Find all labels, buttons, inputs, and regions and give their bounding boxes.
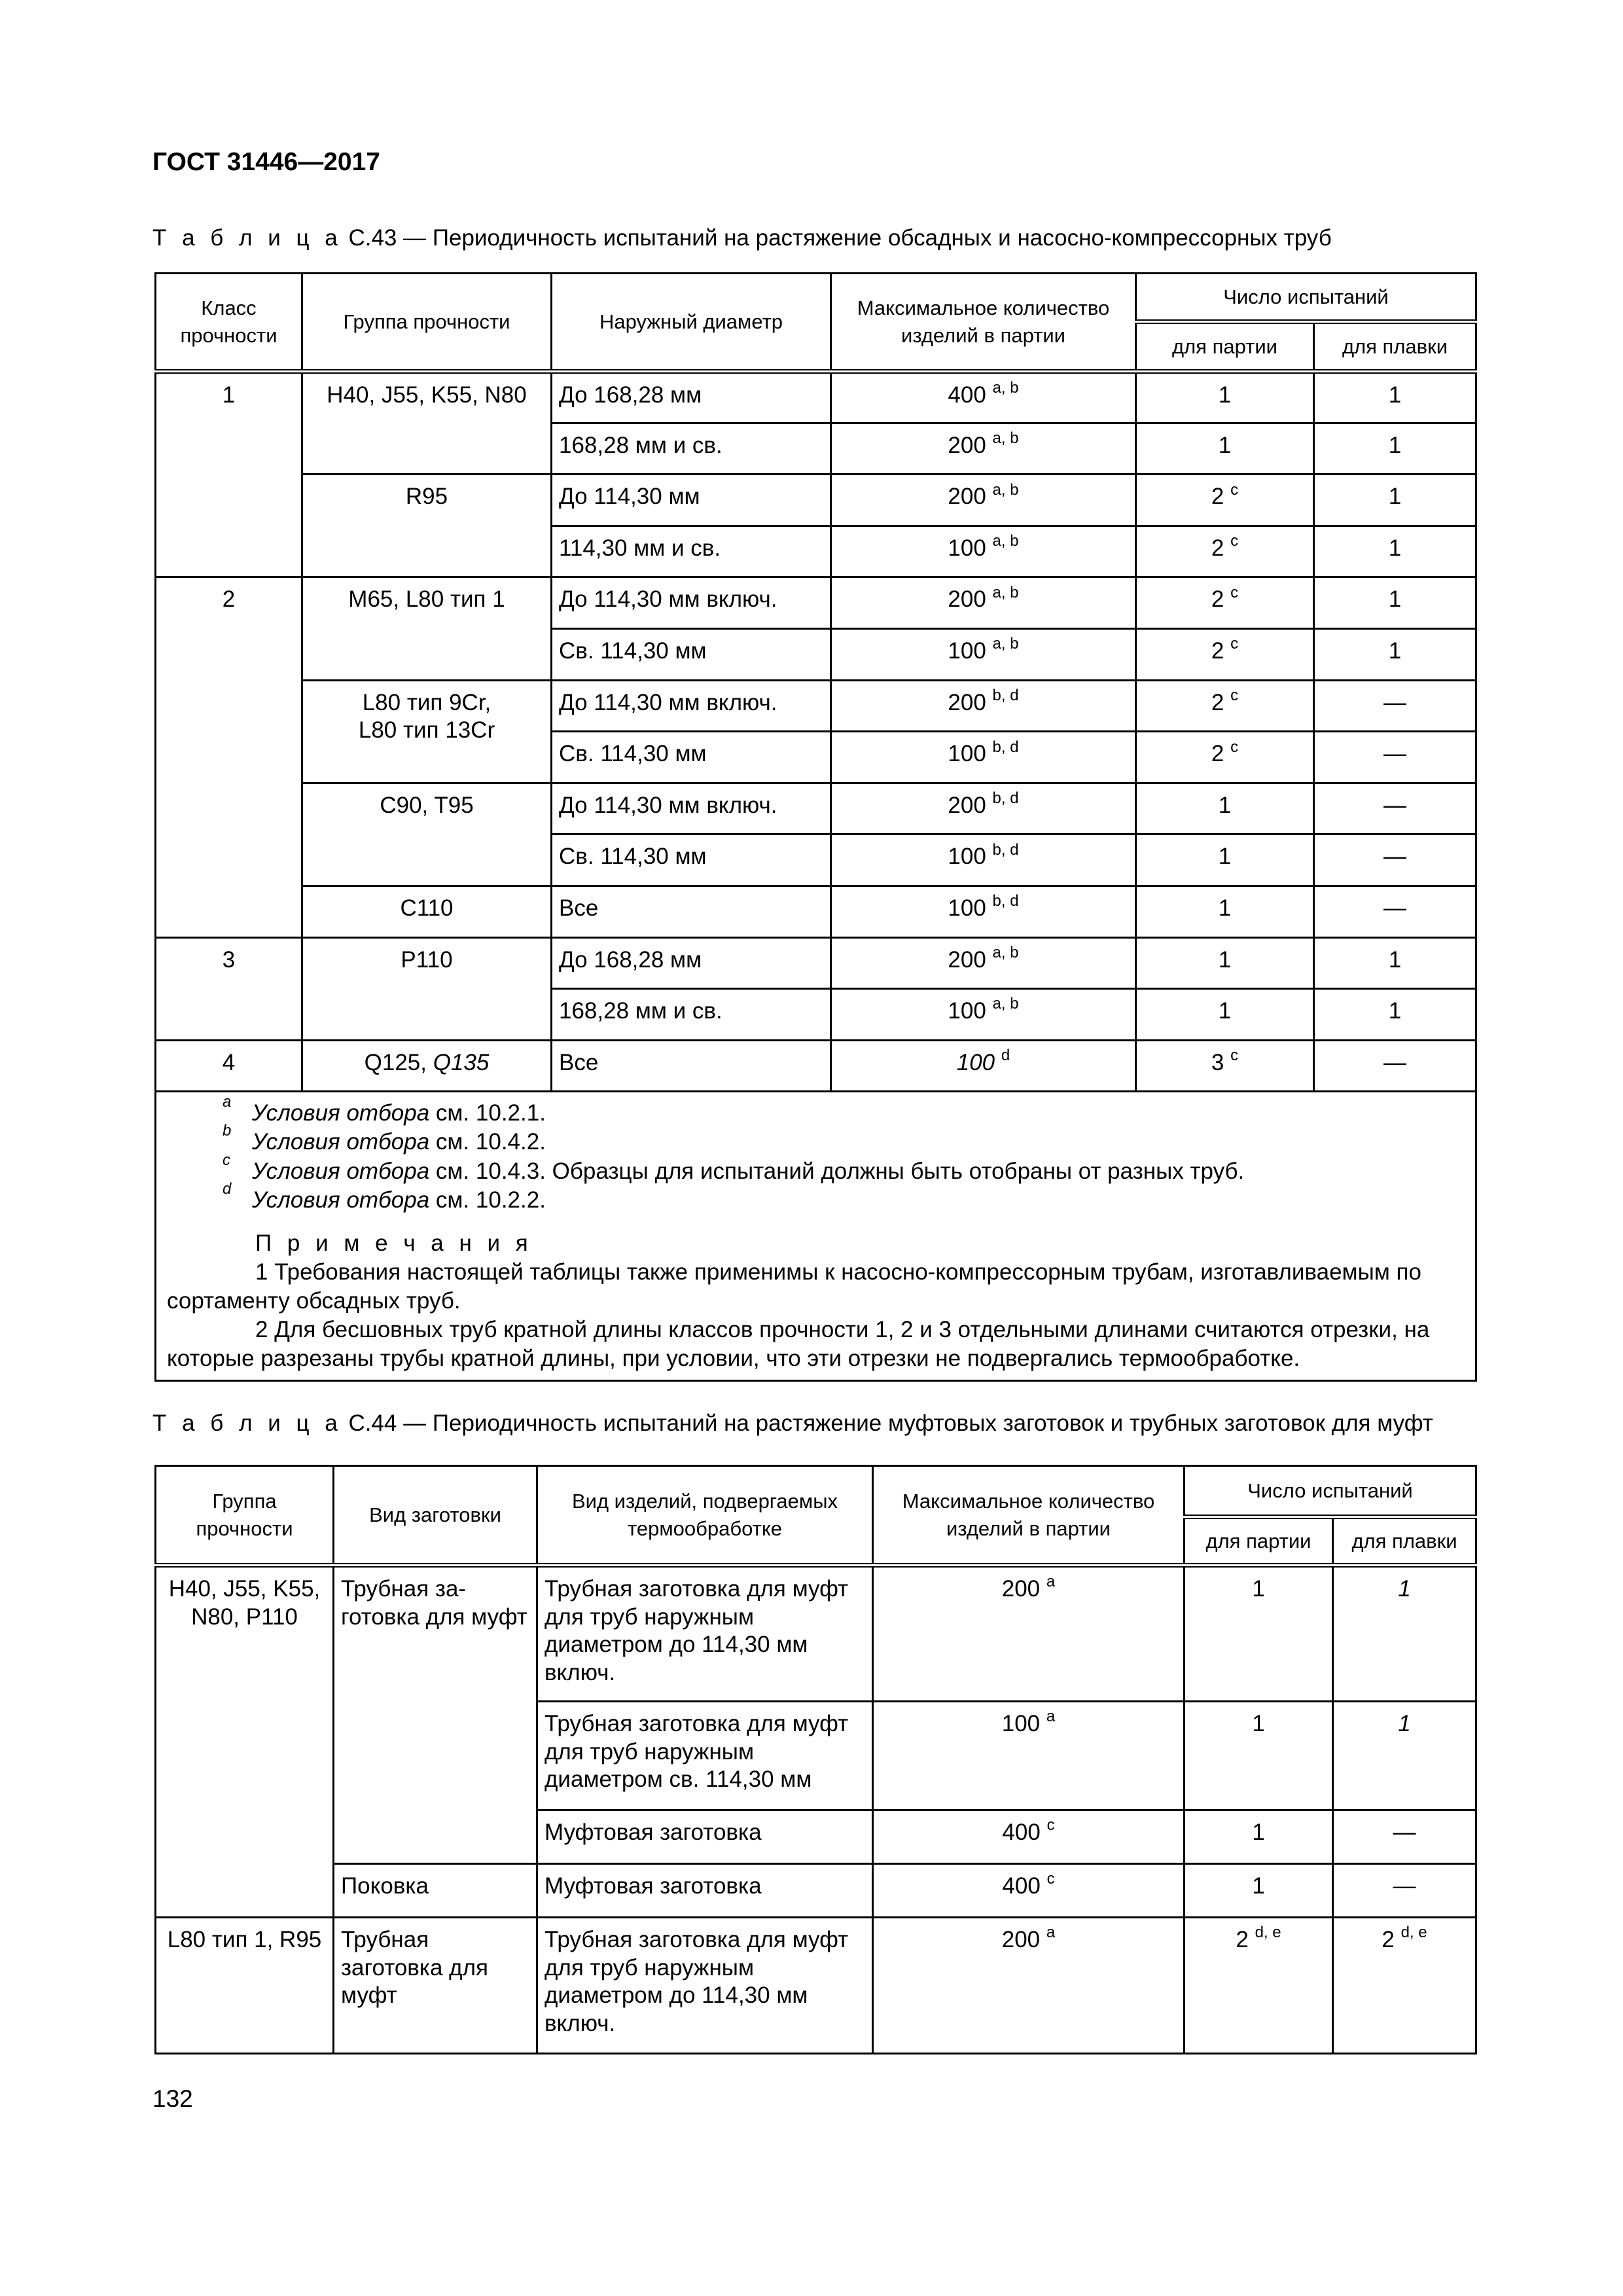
document-header: ГОСТ 31446—2017 [152, 148, 380, 176]
cell-text: 1 [1252, 1820, 1265, 1845]
cell-text: 2 [1211, 535, 1224, 561]
table-cell [552, 989, 831, 1041]
table-cell [334, 1864, 537, 1918]
table-row [156, 1864, 1476, 1918]
table-cell [873, 1810, 1185, 1864]
cell-text: Трубная заготовка для муфт для труб наружным диаметром св. 114,30 мм [544, 1711, 849, 1793]
table-cell [1333, 1810, 1476, 1864]
footnote-ref: a, b [992, 429, 1019, 447]
table-cell [1333, 1566, 1476, 1702]
footnote-ref: a, b [992, 995, 1019, 1013]
table-row [156, 680, 1476, 732]
footnote-text: см. 10.2.1. [429, 1100, 546, 1126]
table-row [156, 886, 1476, 937]
cell-text: 100 [956, 1049, 995, 1075]
table-cell [873, 1566, 1185, 1702]
table-cell [873, 1702, 1185, 1810]
cell-text: 1 [1218, 844, 1232, 870]
footnote-ref: c [1230, 583, 1239, 601]
cell-text: До 114,30 мм включ. [559, 689, 777, 715]
cell-text: 1 [1388, 998, 1402, 1024]
table-cell [156, 1918, 334, 2054]
table-cell [831, 989, 1136, 1041]
table-cell [831, 834, 1136, 886]
footnote-term: Условия отбора [252, 1100, 430, 1126]
cell-text: 400 [1002, 1820, 1041, 1845]
cell-text: — [1383, 844, 1406, 870]
notes-title: П р и м е ч а н и я [255, 1230, 533, 1256]
cell-text: 2 [1211, 689, 1224, 715]
cell-text: 1 [1398, 1711, 1411, 1736]
table-cell [156, 577, 302, 937]
table-cell [1136, 475, 1314, 526]
table-c44-caption [152, 1410, 1433, 1437]
col-header: Класс прочности [156, 274, 302, 372]
table-c43-caption [152, 225, 1332, 251]
cell-text: C90, T95 [380, 792, 474, 818]
table-cell [156, 1566, 334, 1918]
table-cell [1314, 680, 1476, 732]
table-cell [831, 783, 1136, 834]
footnote-text: см. 10.2.2. [429, 1187, 546, 1213]
cell-text: 2 [1211, 741, 1224, 767]
table-cell [302, 680, 552, 783]
table-cell [537, 1864, 873, 1918]
table-c43 [154, 272, 1477, 1382]
table-cell [1136, 577, 1314, 629]
cell-text: 1 [1388, 432, 1402, 458]
table-cell [302, 372, 552, 475]
table-cell [1314, 423, 1476, 475]
footnote-text: см. 10.4.3. Образцы для испытаний должны быть отобраны от разных труб. [429, 1158, 1245, 1184]
cell-text: 400 [948, 382, 986, 408]
caption-label: Т а б л и ц а [152, 1410, 342, 1436]
cell-text: 1 [1252, 1576, 1265, 1602]
cell-text: До 168,28 мм [559, 382, 702, 408]
cell-text: 114,30 мм и св. [559, 535, 721, 561]
col-header: Вид изделий, подвергаемых термообработке [537, 1466, 873, 1566]
col-header: для плавки [1314, 322, 1476, 372]
cell-text: 1 [1388, 586, 1402, 613]
cell-text: — [1383, 895, 1406, 921]
cell-text: 1 [1398, 1576, 1411, 1602]
table-cell [552, 834, 831, 886]
footnote-ref: a, b [992, 943, 1019, 961]
table-cell [156, 937, 302, 1040]
cell-text: — [1383, 1049, 1406, 1075]
cell-text: 3 [222, 946, 236, 973]
table-cell [537, 1566, 873, 1702]
cell-text: 168,28 мм и св. [559, 998, 722, 1024]
footnote-ref: b, d [992, 686, 1019, 704]
cell-text: — [1383, 689, 1406, 715]
page-number: 132 [152, 2085, 193, 2112]
table-cell [1314, 834, 1476, 886]
col-header: Число испытаний [1136, 274, 1476, 322]
cell-text: L80 тип 9Cr, [362, 689, 491, 715]
cell-text: 100 [948, 637, 986, 664]
table-cell [1314, 732, 1476, 783]
cell-text: До 168,28 мм [559, 946, 702, 973]
footnote-term: Условия отбора [252, 1158, 430, 1184]
table-row [156, 1918, 1476, 2054]
cell-text: Муфтовая заготовка [544, 1820, 762, 1845]
note: 1 Требования настоящей таблицы также применимы к насосно-компрессорным трубам, изготавливаемым по сортаменту обсадных труб. [167, 1259, 1421, 1314]
cell-text: Поковка [341, 1873, 429, 1899]
table-cell [873, 1864, 1185, 1918]
table-cell [552, 577, 831, 629]
cell-text: — [1383, 792, 1406, 818]
cell-text: 1 [1218, 946, 1232, 973]
footnote-ref: b, d [992, 789, 1019, 808]
table-cell [552, 1040, 831, 1092]
col-header: для плавки [1333, 1517, 1476, 1566]
cell-text: H40, J55, K55, N80 [327, 382, 527, 408]
footnote: b Условия отбора см. 10.4.2. [223, 1122, 546, 1155]
table-cell [334, 1918, 537, 2054]
cell-text: Св. 114,30 мм [559, 741, 707, 767]
cell-text: P110 [401, 946, 453, 973]
table-row [156, 1040, 1476, 1092]
cell-text: 2 [222, 586, 236, 613]
table-cell [831, 526, 1136, 577]
footnote-ref: a, b [992, 379, 1019, 397]
table-cell [1136, 937, 1314, 989]
table-cell [831, 1040, 1136, 1092]
cell-text: Муфтовая заготовка [544, 1873, 762, 1899]
table-cell [831, 475, 1136, 526]
table-cell [552, 783, 831, 834]
cell-text: 100 [948, 535, 986, 561]
cell-text: Св. 114,30 мм [559, 637, 707, 664]
table-cell [873, 1918, 1185, 2054]
cell-text: 2 [1236, 1927, 1249, 1952]
table-cell [1185, 1918, 1333, 2054]
table-cell [831, 628, 1136, 680]
table-cell [302, 475, 552, 577]
cell-text: 1 [1388, 946, 1402, 973]
footnote: c Условия отбора см. 10.4.3. Образцы для испытаний должны быть отобраны от разных труб. [223, 1151, 1245, 1184]
table-cell [1185, 1702, 1333, 1810]
footnote-ref: d, e [1400, 1924, 1427, 1942]
table-cell [1136, 732, 1314, 783]
table-cell [1314, 475, 1476, 526]
footnote: d Условия отбора см. 10.2.2. [223, 1179, 546, 1213]
footnote-ref: d [1001, 1047, 1010, 1065]
caption-text: С.44 — Периодичность испытаний на растяжение муфтовых заготовок и трубных заготовок для муфт [348, 1410, 1433, 1436]
footnote-ref: c [1230, 686, 1239, 704]
table-cell [1136, 423, 1314, 475]
cell-text: До 114,30 мм включ. [559, 586, 777, 613]
footnote-ref: a, b [992, 583, 1019, 601]
cell-text: R95 [405, 484, 448, 510]
cell-text: До 114,30 мм включ. [559, 792, 777, 818]
cell-text: 100 [948, 895, 986, 921]
col-header: Наружный диаметр [552, 274, 831, 372]
table-cell [1185, 1566, 1333, 1702]
table-cell [1136, 834, 1314, 886]
cell-text: 1 [1252, 1711, 1265, 1736]
caption-label: Т а б л и ц а [152, 225, 342, 251]
table-cell [1185, 1864, 1333, 1918]
col-header: Максимальное количество изделий в партии [831, 274, 1136, 372]
cell-text: L80 тип 1, R95 [167, 1927, 322, 1952]
footnote-ref: d, e [1255, 1924, 1281, 1942]
table-cell [1333, 1918, 1476, 2054]
footnote-ref: a [1046, 1573, 1056, 1591]
table-cell [1136, 680, 1314, 732]
table-cell [1136, 989, 1314, 1041]
table-cell [831, 937, 1136, 989]
footnote-ref: b, d [992, 892, 1019, 910]
footnote-term: Условия отбора [252, 1187, 430, 1213]
cell-text: 200 [948, 792, 986, 818]
note: 2 Для бесшовных труб кратной длины классов прочности 1, 2 и 3 отдельными длинами считаются отрезки, на которые разрезаны трубы кратной длины, при условии, что эти отрезки не подвергались термообработке. [167, 1316, 1430, 1372]
table-cell [302, 886, 552, 937]
col-header: для партии [1136, 322, 1314, 372]
table-cell [334, 1566, 537, 1864]
cell-text: Q125, [364, 1049, 427, 1075]
table-row [156, 937, 1476, 989]
cell-text: 1 [1218, 998, 1232, 1024]
cell-text: 400 [1002, 1873, 1041, 1899]
cell-text: 100 [1001, 1711, 1041, 1736]
cell-text: 1 [222, 382, 236, 408]
cell-text: 200 [948, 586, 986, 613]
cell-text: 100 [948, 741, 986, 767]
footnote-ref: c [1046, 1816, 1055, 1835]
cell-text: 200 [1001, 1576, 1041, 1602]
footnote-ref: c [1230, 1047, 1239, 1065]
table-cell [537, 1918, 873, 2054]
table-cell [1314, 783, 1476, 834]
table-cell [831, 577, 1136, 629]
col-header: Число испытаний [1185, 1466, 1476, 1517]
col-header: Максимальное количество изделий в партии [873, 1466, 1185, 1566]
table-cell [1136, 526, 1314, 577]
table-c44 [154, 1465, 1477, 2054]
footnote: a Условия отбора см. 10.2.1. [223, 1093, 546, 1126]
cell-text: M65, L80 тип 1 [348, 586, 505, 613]
table-cell [552, 526, 831, 577]
col-header: Вид заготовки [334, 1466, 537, 1566]
table-cell [1136, 783, 1314, 834]
footnote-term: Условия отбора [252, 1129, 430, 1155]
table-cell [552, 423, 831, 475]
table-cell [831, 886, 1136, 937]
footnote-ref: c [1046, 1870, 1055, 1888]
caption-text: С.43 — Периодичность испытаний на растяжение обсадных и насосно-компрессорных труб [348, 225, 1332, 251]
cell-text: 1 [1388, 535, 1402, 561]
table-cell [1314, 372, 1476, 423]
cell-text: 1 [1218, 382, 1232, 408]
cell-text: — [1393, 1873, 1416, 1899]
cell-text: 200 [948, 432, 986, 458]
cell-text: 200 [1001, 1927, 1041, 1952]
table-cell [1314, 526, 1476, 577]
cell-text: Трубная заготовка для муфт для труб наружным диаметром до 114,30 мм включ. [544, 1927, 849, 2037]
col-header: Группа прочности [156, 1466, 334, 1566]
table-row [156, 783, 1476, 834]
cell-text: 1 [1388, 637, 1402, 664]
table-row [156, 372, 1476, 423]
cell-text: 200 [948, 484, 986, 510]
cell-text: — [1383, 741, 1406, 767]
notes-row [156, 1092, 1476, 1381]
footnote-text: см. 10.4.2. [429, 1129, 546, 1155]
table-cell [552, 937, 831, 989]
cell-text: До 114,30 мм [559, 484, 700, 510]
cell-text: 1 [1218, 792, 1232, 818]
cell-text: 4 [222, 1049, 236, 1075]
footnote-ref: c [1230, 635, 1239, 653]
col-header: Группа прочности [302, 274, 552, 372]
table-cell [537, 1810, 873, 1864]
table-cell [1333, 1702, 1476, 1810]
cell-text: Трубная заготовка для муфт для труб наружным диаметром до 114,30 мм включ. [544, 1576, 849, 1686]
footnote-ref: b, d [992, 738, 1019, 756]
cell-text: 2 [1211, 484, 1224, 510]
cell-text: 1 [1388, 382, 1402, 408]
table-cell [302, 783, 552, 886]
table-cell [1136, 1040, 1314, 1092]
table-cell [552, 732, 831, 783]
table-cell [1333, 1864, 1476, 1918]
notes-cell [156, 1092, 1476, 1381]
table-cell [831, 732, 1136, 783]
cell-text: 100 [948, 844, 986, 870]
table-cell [156, 1040, 302, 1092]
table-cell [1314, 1040, 1476, 1092]
cell-text: 2 [1211, 637, 1224, 664]
table-cell [552, 475, 831, 526]
cell-text: 200 [948, 946, 986, 973]
table-cell [552, 372, 831, 423]
footnote-ref: a, b [992, 532, 1019, 550]
cell-text: H40, J55, K55, N80, P110 [168, 1576, 321, 1630]
table-cell [831, 680, 1136, 732]
footnote-ref: c [1230, 532, 1239, 550]
cell-text: Все [559, 1049, 599, 1075]
table-row [156, 475, 1476, 526]
col-header: для партии [1185, 1517, 1333, 1566]
cell-text: 1 [1388, 484, 1402, 510]
cell-text: 1 [1218, 895, 1232, 921]
footnote-ref: a [1046, 1708, 1056, 1726]
table-cell [302, 937, 552, 1040]
footnote-ref: a, b [992, 635, 1019, 653]
table-cell [156, 372, 302, 577]
cell-text: 1 [1252, 1873, 1265, 1899]
table-cell [552, 628, 831, 680]
table-cell [1314, 628, 1476, 680]
cell-text: 1 [1218, 432, 1232, 458]
table-cell [1136, 628, 1314, 680]
table-cell [537, 1702, 873, 1810]
cell-text: Трубная заготовка для муфт [341, 1927, 488, 2009]
table-cell [1136, 886, 1314, 937]
table-cell [1314, 577, 1476, 629]
table-cell [1185, 1810, 1333, 1864]
cell-text: 168,28 мм и св. [559, 432, 722, 458]
cell-text: 2 [1211, 586, 1224, 613]
table-cell [1314, 937, 1476, 989]
footnote-ref: c [1230, 738, 1239, 756]
cell-text: C110 [400, 895, 454, 921]
footnote-ref: c [1230, 480, 1239, 499]
footnote-ref: b, d [992, 840, 1019, 859]
cell-text: Св. 114,30 мм [559, 844, 707, 870]
footnote-ref: a [1046, 1924, 1056, 1942]
cell-text: 200 [948, 689, 986, 715]
table-cell [831, 372, 1136, 423]
cell-text: 3 [1211, 1049, 1224, 1075]
footnote-ref: a, b [992, 480, 1019, 499]
table-cell [552, 680, 831, 732]
table-cell [1136, 372, 1314, 423]
cell-text: — [1393, 1820, 1416, 1845]
cell-text: L80 тип 13Cr [358, 717, 495, 744]
cell-text: Все [559, 895, 599, 921]
table-cell [1314, 989, 1476, 1041]
cell-text: Трубная за-готовка для муфт [341, 1576, 527, 1630]
table-cell [831, 423, 1136, 475]
cell-text: Q135 [433, 1049, 490, 1075]
table-cell [302, 577, 552, 680]
table-cell [302, 1040, 552, 1092]
cell-text: 2 [1382, 1927, 1395, 1952]
table-row [156, 1566, 1476, 1702]
table-cell [1314, 886, 1476, 937]
table-row [156, 577, 1476, 629]
cell-text: 100 [948, 998, 986, 1024]
table-cell [552, 886, 831, 937]
